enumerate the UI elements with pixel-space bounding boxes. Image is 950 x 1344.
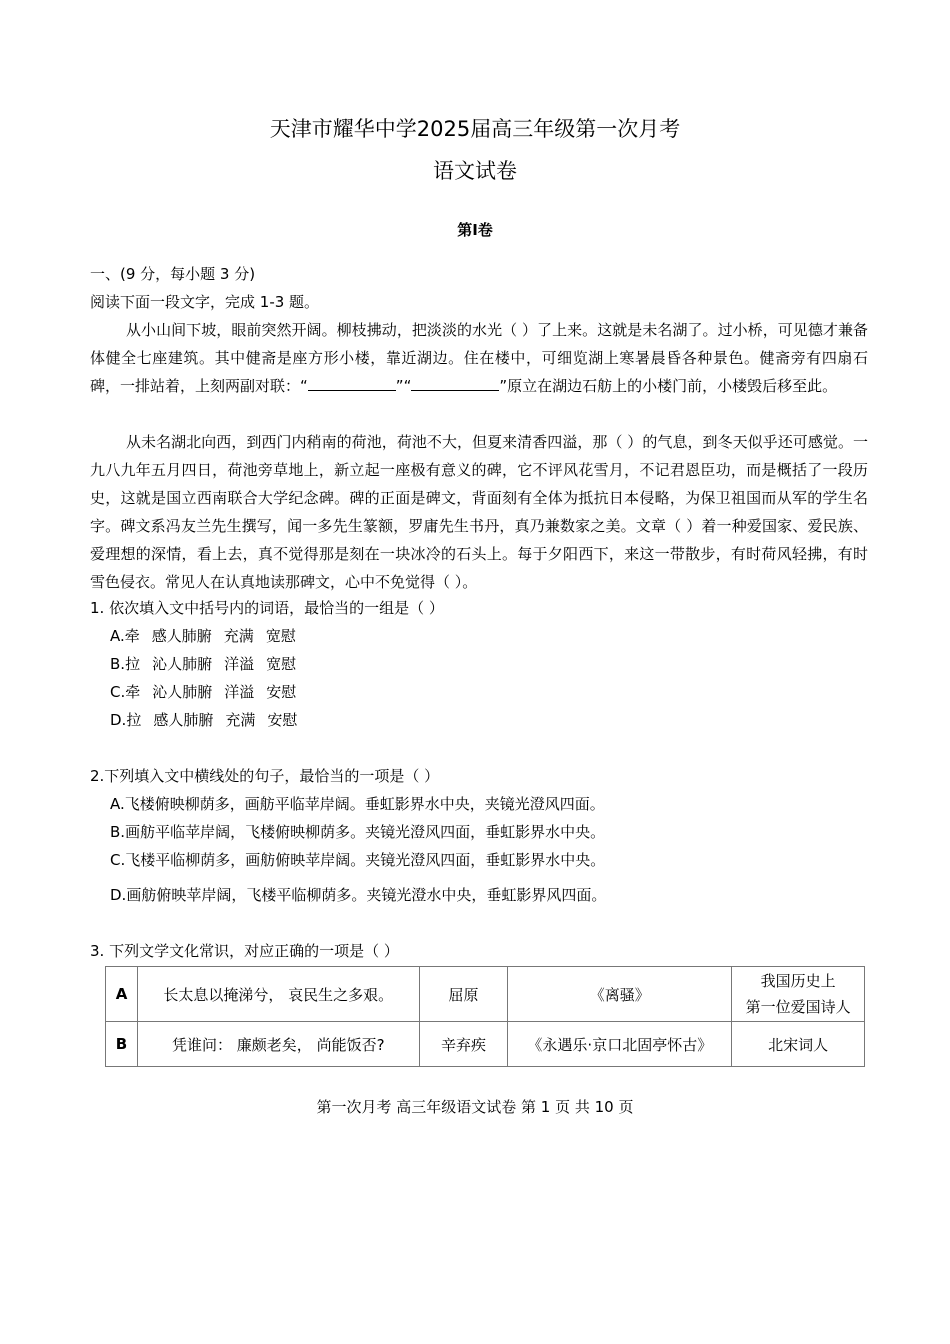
table-row bbox=[106, 1022, 865, 1067]
question-1-stem: 1. 依次填入文中括号内的词语，最恰当的一组是（ ） bbox=[90, 599, 444, 617]
note-cell: 北宋词人 bbox=[732, 1022, 865, 1067]
table-row bbox=[106, 967, 865, 1022]
couplet-blank-1 bbox=[308, 376, 396, 391]
q2-option-d: D.画舫俯映苹岸阔，飞楼平临柳荫多。夹镜光澄水中央，垂虹影界风四面。 bbox=[110, 886, 607, 904]
q1-option-d: D.拉 感人肺腑 充满 安慰 bbox=[110, 711, 298, 729]
work-cell: 《离骚》 bbox=[508, 967, 732, 1022]
section-instruction: 阅读下面一段文字，完成 1-3 题。 bbox=[90, 293, 320, 311]
q1-option-b: B.拉 沁人肺腑 洋溢 宽慰 bbox=[110, 655, 297, 673]
row-label: B bbox=[106, 1022, 138, 1067]
exam-title: 天津市耀华中学2025届高三年级第一次月考 bbox=[269, 117, 681, 141]
reading-paragraph-1: 从小山间下坡，眼前突然开阔。柳枝拂动，把淡淡的水光（ ）了上来。这就是未名湖了。过小桥，可见德才兼备体健全七座建筑。其中健斋是座方形小楼，靠近湖边。住在楼中，可细览湖上寒暑晨昏各种景色。健斋旁有四扇石碑，一排站着，上刻两副对联：“ ”“ ”原立在湖边石舫上的小楼门前，小楼毁后移至此。 bbox=[90, 321, 868, 395]
section-heading: 一、(9 分，每小题 3 分) bbox=[90, 265, 256, 283]
author-cell: 辛弃疾 bbox=[419, 1022, 508, 1067]
exam-subtitle: 语文试卷 bbox=[433, 159, 517, 183]
quote-cell: 长太息以掩涕兮， 哀民生之多艰。 bbox=[137, 967, 419, 1022]
author-cell: 屈原 bbox=[419, 967, 508, 1022]
literature-table bbox=[105, 966, 865, 1067]
couplet-blank-2 bbox=[411, 376, 499, 391]
question-3-stem: 3. 下列文学文化常识，对应正确的一项是（ ） bbox=[90, 942, 399, 960]
quote-cell: 凭谁问： 廉颇老矣， 尚能饭否? bbox=[137, 1022, 419, 1067]
q2-option-c: C.飞楼平临柳荫多，画舫俯映苹岸阔。夹镜光澄风四面，垂虹影界水中央。 bbox=[110, 851, 606, 869]
paragraph-1-tail: 原立在湖边石舫上的小楼门前，小楼毁后移至此。 bbox=[507, 377, 838, 395]
q1-option-c: C.牵 沁人肺腑 洋溢 安慰 bbox=[110, 683, 297, 701]
paragraph-1-text: 从小山间下坡，眼前突然开阔。柳枝拂动，把淡淡的水光（ ）了上来。这就是未名湖了。过小桥，可见德才兼备体健全七座建筑。其中健斋是座方形小楼，靠近湖边。住在楼中，可细览湖上寒暑晨昏各种景色。健斋旁有四扇石碑，一排站着，上刻两副对联： bbox=[90, 321, 868, 395]
volume-label: 第Ⅰ卷 bbox=[457, 221, 493, 239]
reading-paragraph-2: 从未名湖北向西，到西门内稍南的荷池，荷池不大，但夏来清香四溢，那（ ）的气息，到冬天似乎还可感觉。一九八九年五月四日，荷池旁草地上，新立起一座极有意义的碑，它不评风花雪月，不记君恩臣功，而是概括了一段历史，这就是国立西南联合大学纪念碑。碑的正面是碑文，背面刻有全体为抵抗日本侵略，为保卫祖国而从军的学生名字。碑文系冯友兰先生撰写，闻一多先生篆额，罗庸先生书丹，真乃兼数家之美。文章（ ）着一种爱国家、爱民族、爱理想的深情，看上去，真不觉得那是刻在一块冰冷的石头上。每于夕阳西下，来这一带散步，有时荷风轻拂，有时雪色侵衣。常见人在认真地读那碑文，心中不免觉得（ ）。 bbox=[90, 433, 868, 591]
q2-option-a: A.飞楼俯映柳荫多，画舫平临苹岸阔。垂虹影界水中央，夹镜光澄风四面。 bbox=[110, 795, 605, 813]
work-cell: 《永遇乐·京口北固亭怀古》 bbox=[508, 1022, 732, 1067]
q2-option-b: B.画舫平临苹岸阔，飞楼俯映柳荫多。夹镜光澄风四面，垂虹影界水中央。 bbox=[110, 823, 606, 841]
question-2-stem: 2.下列填入文中横线处的句子，最恰当的一项是（ ） bbox=[90, 767, 440, 785]
page-footer: 第一次月考 高三年级语文试卷 第 1 页 共 10 页 bbox=[316, 1098, 634, 1116]
q1-option-a: A.牵 感人肺腑 充满 宽慰 bbox=[110, 627, 296, 645]
row-label: A bbox=[106, 967, 138, 1022]
note-cell: 我国历史上 第一位爱国诗人 bbox=[732, 967, 865, 1022]
